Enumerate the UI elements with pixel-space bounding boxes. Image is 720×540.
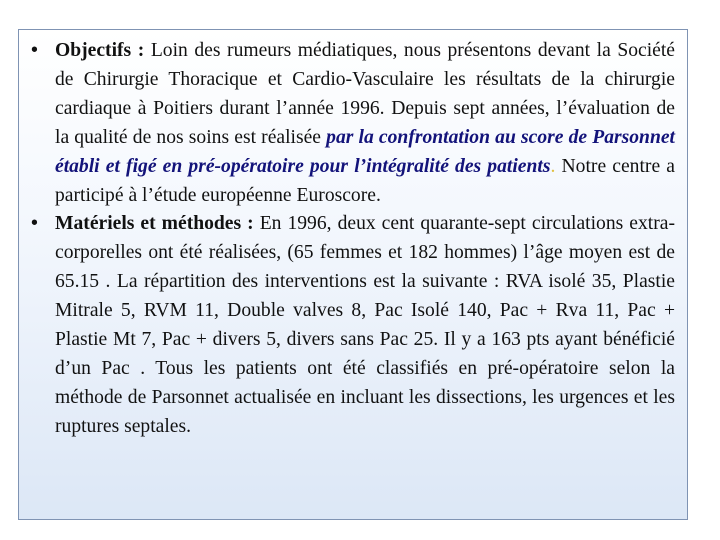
bullet-list <box>19 37 687 442</box>
bullet-text-end: Notre centre a participé à l’étude européenne Euroscore. <box>55 155 675 206</box>
bullet-objectifs <box>19 37 687 210</box>
text-box <box>18 29 688 520</box>
bullet-text: En 1996, deux cent quarante-sept circulations extra-corporelles ont été réalisées, (65 femmes et 182 hommes) l’âge moyen est de 65.15 . La répartition des interventions est la suivante : RVA isolé 35, Plastie Mitrale 5, RVM 11, Double valves 8, Pac Isolé 140, Pac + Rva 11, Pac + Plastie Mt 7, Pac + divers 5, divers sans Pac 25. Il y a 163 pts ayant bénéficié d’un Pac . Tous les patients ont été classifiés en pré-opératoire selon la méthode de Parsonnet actualisée en incluant les dissections, les urgences et les ruptures septales. <box>55 213 675 437</box>
bullet-heading: Matériels et méthodes : <box>55 213 254 235</box>
bullet-materiels-methodes <box>19 210 687 441</box>
bullet-emphasis: par la confrontation au score de Parsonnet établi et figé en pré-opératoire pour l’intégralité des patients <box>55 126 675 177</box>
bullet-icon: • <box>31 40 38 61</box>
bullet-icon: • <box>31 213 38 235</box>
bullet-heading: Objectifs : <box>55 40 145 61</box>
bullet-text: Loin des rumeurs médiatiques, nous présentons devant la Société de Chirurgie Thoracique et Cardio-Vasculaire les résultats de la chirurgie cardiaque à Poitiers durant l’année 1996. Depuis sept années, l’évaluation de la qualité de nos soins est réalisée <box>55 40 675 148</box>
bullet-mark: . <box>550 155 556 177</box>
